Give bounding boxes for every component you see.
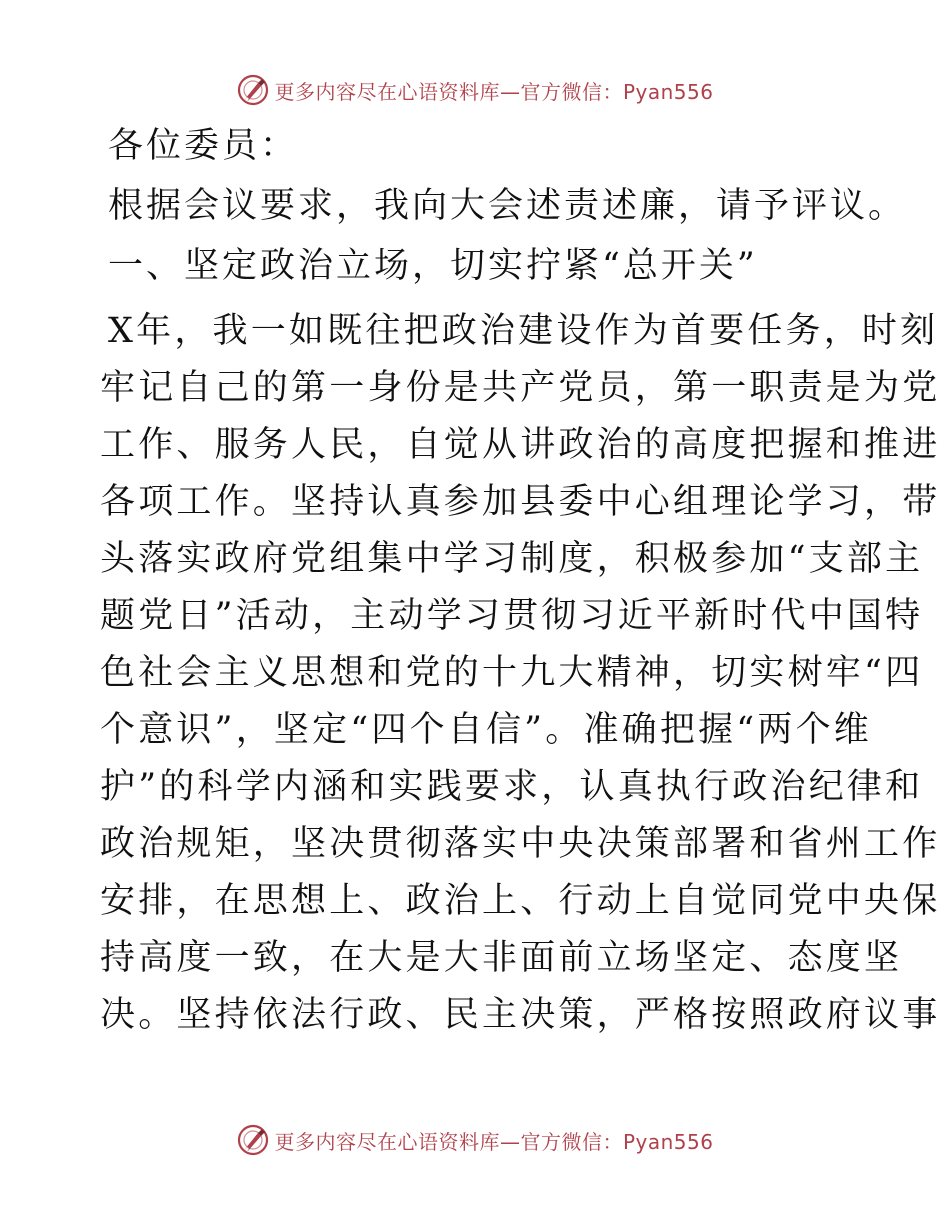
body-line: 决。坚持依法行政、民主决策，严格按照政府议事 [100, 995, 941, 1035]
body-paragraph [100, 303, 941, 1044]
pen-circle-logo-icon [236, 73, 270, 107]
footer-banner-text: 更多内容尽在心语资料库—官方微信：Pyan556 [274, 1129, 714, 1154]
body-line: 护”的科学内涵和实践要求，认真执行政治纪律和 [100, 767, 924, 807]
body-line: 个意识”，坚定“四个自信”。准确把握“两个维 [100, 710, 872, 750]
body-line: 政治规矩，坚决贯彻落实中央决策部署和省州工作 [100, 824, 941, 864]
pen-circle-logo-icon [236, 1123, 270, 1157]
body-line: 牢记自己的第一身份是共产党员，第一职责是为党 [100, 368, 941, 408]
body-line: 题党日”活动，主动学习贯彻习近平新时代中国特 [100, 596, 924, 636]
body-line: 色社会主义思想和党的十九大精神，切实树牢“四 [100, 653, 924, 693]
section-heading: 一、坚定政治立场，切实拧紧“总开关” [108, 246, 758, 286]
body-line: X年，我一如既往把政治建设作为首要任务，时刻 [108, 311, 939, 351]
intro-paragraph: 根据会议要求，我向大会述责述廉，请予评议。 [108, 186, 907, 226]
footer-banner [0, 1120, 950, 1160]
body-line: 安排，在思想上、政治上、行动上自觉同党中央保 [100, 881, 941, 921]
header-banner [0, 70, 950, 110]
body-line: 工作、服务人民，自觉从讲政治的高度把握和推进 [100, 425, 941, 465]
header-banner-text: 更多内容尽在心语资料库—官方微信：Pyan556 [274, 79, 714, 104]
document-body [100, 118, 941, 1044]
salutation: 各位委员： [108, 126, 299, 166]
body-line: 头落实政府党组集中学习制度，积极参加“支部主 [100, 539, 924, 579]
body-line: 持高度一致，在大是大非面前立场坚定、态度坚 [100, 938, 903, 978]
body-line: 各项工作。坚持认真参加县委中心组理论学习，带 [100, 482, 941, 522]
